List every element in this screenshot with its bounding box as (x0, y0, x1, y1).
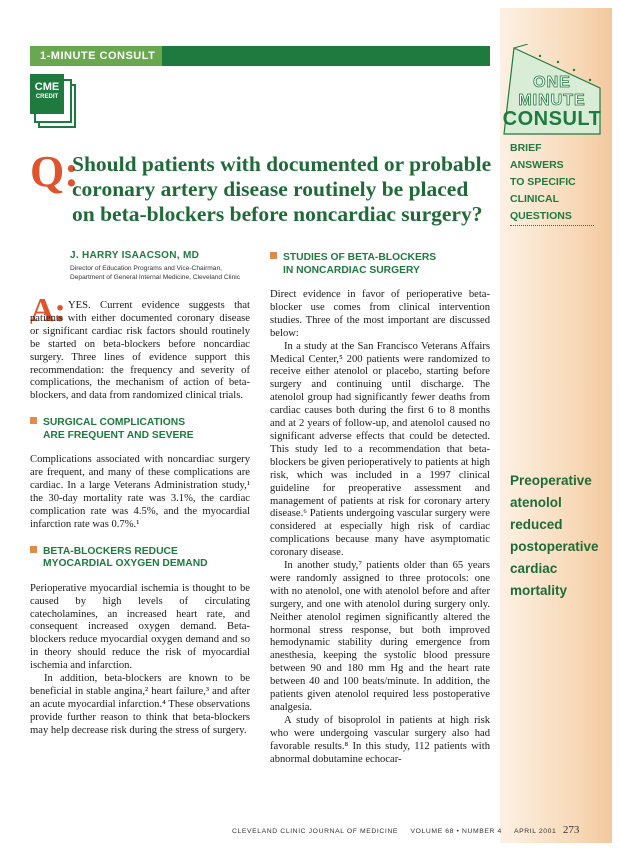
pull-quote-line: mortality (510, 583, 568, 598)
bullet-square-icon (30, 417, 37, 424)
answer-prefix: A: (30, 292, 66, 329)
credit-label: CREDIT (35, 94, 59, 100)
author-affiliation (70, 264, 280, 282)
body-paragraph: Direct evidence in favor of perioperative beta-blocker use comes from clinical intervention studies. Three of the most important are discussed below: (270, 289, 490, 339)
tagline-line: TO SPECIFIC (510, 176, 576, 188)
pull-quote-line: postoperative (510, 539, 599, 554)
section-heading-line: ARE FREQUENT AND SEVERE (43, 429, 194, 441)
tagline-line: ANSWERS (510, 159, 564, 171)
issue-date: APRIL 2001 (513, 828, 557, 835)
logo-minute: MINUTE (518, 92, 586, 109)
affiliation-line: Director of Education Programs and Vice-Chairman, (70, 265, 222, 272)
section-heading-line: MYOCARDIAL OXYGEN DEMAND (43, 558, 208, 570)
author-name: J. HARRY ISAACSON, MD (70, 250, 200, 261)
body-paragraph: Complications associated with noncardiac surgery are frequent, and many of these complications are cardiac. In a large Veterans Administration study,¹ the 30-day mortality rate was 3.1%, the cardiac complication rate was 4.5%, and the myocardial infarction rate was 0.7%.¹ (30, 454, 250, 530)
right-column (270, 252, 490, 767)
section-heading-surgical (30, 417, 250, 442)
answer-text: YES. Current evidence suggests that patients with either documented coronary disease or significant cardiac risk factors should routinely be started on beta-blockers before noncardiac surgery. Three lines of evidence support this recommendation: the frequency and severity of complications, the mechanism of action of beta-blockers, and data from randomized clinical trials. (30, 300, 250, 402)
section-heading-line: SURGICAL COMPLICATIONS (43, 417, 186, 429)
logo-consult: CONSULT (502, 108, 602, 130)
pull-quote-line: atenolol (510, 495, 562, 510)
section-heading-studies (270, 252, 490, 277)
one-minute-consult-logo (500, 44, 604, 136)
cme-credit-badge (30, 74, 74, 128)
body-paragraph: In addition, beta-blockers are known to be beneficial in stable angina,² heart failure,³ and after an acute myocardial infarction.⁴ These observations provide further reason to think that beta-blockers may help decrease risk during the stress of surgery. (30, 673, 250, 736)
bullet-square-icon (30, 546, 37, 553)
question-title: Should patients with documented or probable coronary artery disease routinely be placed on beta-blockers before noncardiac surgery? (72, 152, 492, 226)
cme-badge-front (30, 74, 64, 114)
tagline-divider (510, 225, 594, 226)
logo-one: ONE (533, 74, 571, 91)
section-heading-beta-blockers (30, 546, 250, 571)
left-column (30, 300, 250, 738)
section-heading-line: IN NONCARDIAC SURGERY (283, 264, 420, 276)
page-number: 273 (562, 824, 580, 836)
page-footer (232, 824, 592, 836)
pull-quote-line: reduced (510, 517, 563, 532)
body-paragraph: A study of bisoprolol in patients at high risk who were undergoing vascular surgery also had favorable results.⁸ In this study, 112 patients with abnormal dobutamine echocar- (270, 714, 490, 765)
cme-label: CME (34, 81, 60, 93)
section-heading-line: STUDIES OF BETA-BLOCKERS (283, 252, 437, 263)
pull-quote-line: Preoperative (510, 473, 592, 488)
pull-quote (510, 470, 602, 602)
body-paragraph: In a study at the San Francisco Veterans Affairs Medical Center,⁵ 200 patients were randomized to receive either atenolol or placebo, starting before surgery and continuing until discharge. The atenolol group had significantly fewer deaths from cardiac causes both during the first 6 to 8 months and at 2 years of follow-up, and atenolol caused no significant adverse effects that could be detected. This study led to a recommendation that beta-blockers be given perioperatively to patients at high risk, which was included in a 1997 clinical guideline for preoperative assessment and management of patients at risk for coronary artery disease.⁶ Patients undergoing vascular surgery were considered at especially high risk of cardiac complications because many have asymptomatic coronary disease. (270, 340, 490, 559)
section-label: 1-MINUTE CONSULT (30, 46, 162, 66)
affiliation-line: Department of General Internal Medicine, Cleveland Clinic (70, 274, 241, 281)
journal-name: CLEVELAND CLINIC JOURNAL OF MEDICINE (232, 828, 398, 835)
question-prefix: Q: (30, 147, 79, 196)
pull-quote-line: cardiac (510, 561, 558, 576)
section-heading-line: BETA-BLOCKERS REDUCE (43, 545, 178, 557)
tagline-line: QUESTIONS (510, 210, 572, 222)
bullet-square-icon (270, 252, 277, 259)
volume-number: VOLUME 68 • NUMBER 4 (410, 828, 502, 835)
brief-tagline (510, 140, 605, 225)
body-paragraph: In another study,⁷ patients older than 65 years were randomly assigned to three protocols: one with no atenolol, one with atenolol before and after surgery, and one with atenolol during surgery only. Neither atenolol regimen significantly altered the hormonal stress response, but both improved hemodynamic stability during emergence from anesthesia, keeping the systolic blood pressure between 90 and 180 mm Hg and the heart rate between 40 and 100 beats/minute. In addition, the patients given atenolol required less postoperative analgesia. (270, 560, 490, 713)
tagline-line: BRIEF (510, 142, 542, 154)
tagline-line: CLINICAL (510, 193, 559, 205)
body-paragraph: Perioperative myocardial ischemia is thought to be caused by high levels of circulating catecholamines, an increased heart rate, and consequent increased oxygen demand. Beta-blockers reduce myocardial oxygen demand and so in theory should reduce the risk of myocardial ischemia and infarction. (30, 582, 250, 672)
